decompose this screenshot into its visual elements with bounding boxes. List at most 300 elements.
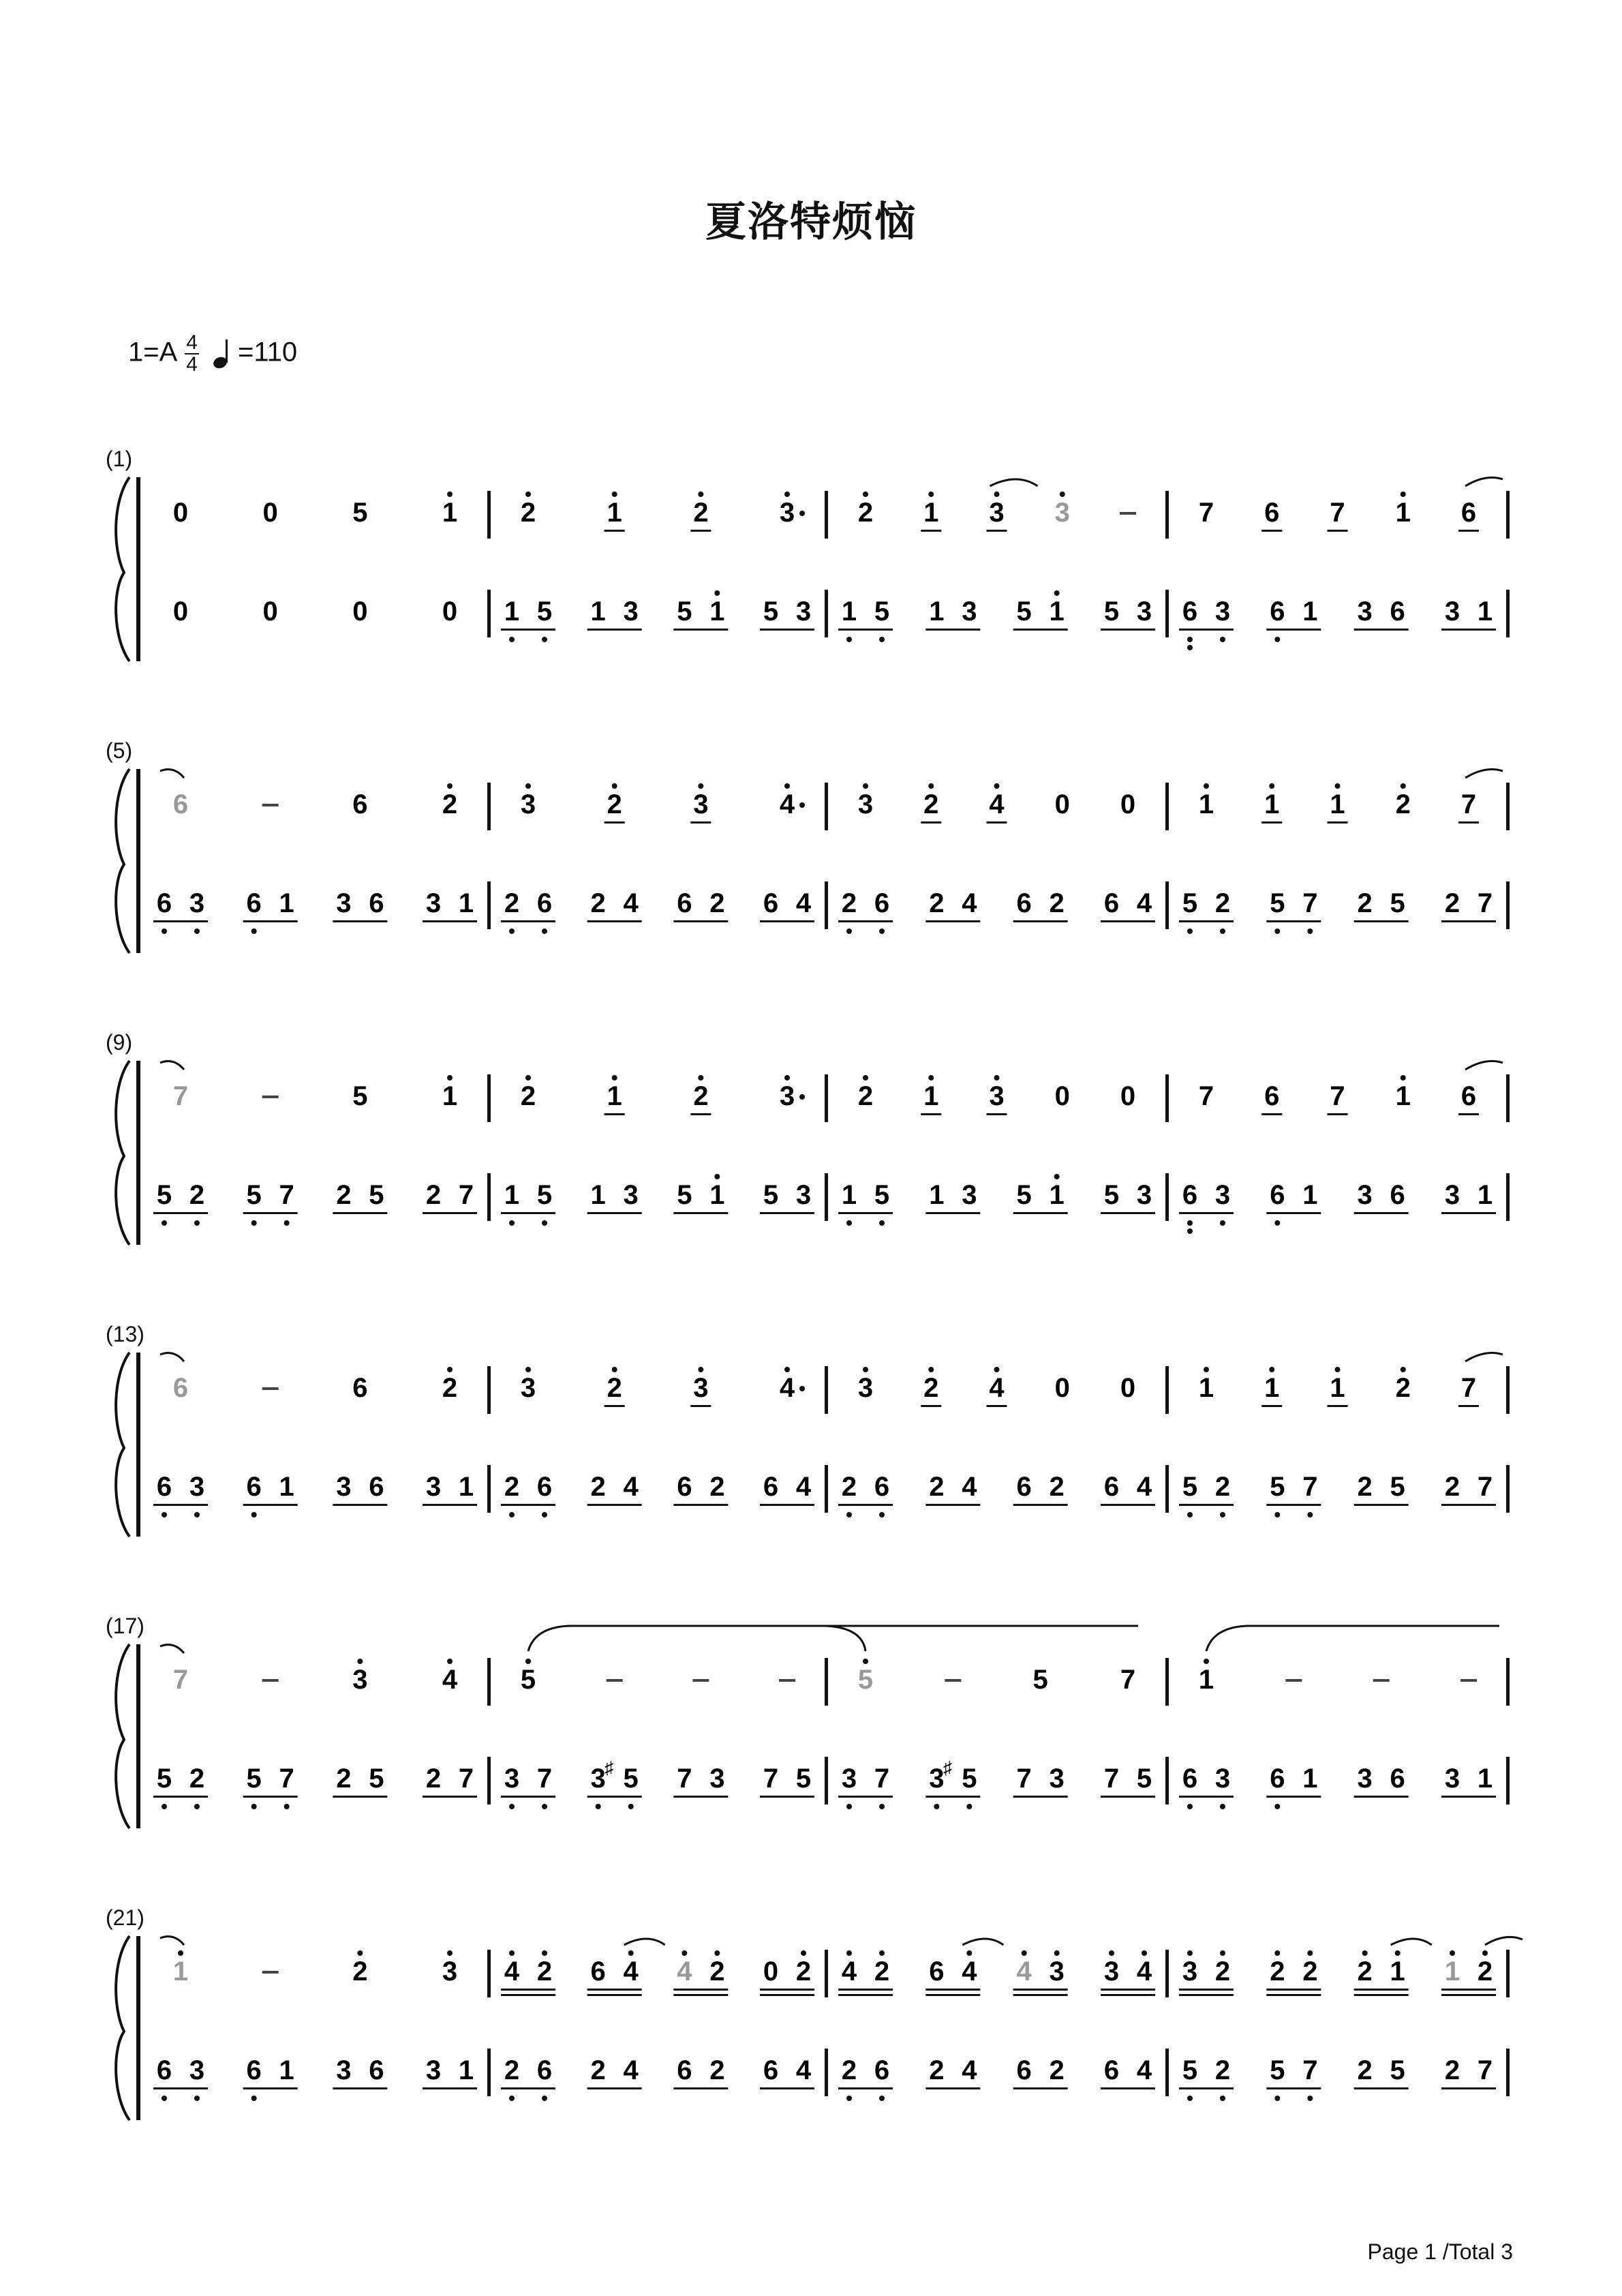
barline <box>1165 1658 1169 1706</box>
beam-line <box>1266 1994 1321 1996</box>
barline <box>825 1658 828 1706</box>
high-octave-dot <box>966 1950 972 1956</box>
slur-arc <box>825 1626 866 1651</box>
note-digit: 3 <box>1357 1180 1373 1210</box>
note-digit: 6 <box>246 2055 262 2085</box>
note-digit: 3 <box>1444 596 1460 626</box>
note-digit: 6 <box>1182 596 1198 626</box>
note-digit: 5 <box>156 1180 172 1210</box>
barline <box>487 1658 491 1706</box>
low-octave-dot <box>846 637 852 642</box>
note-digit: 5 <box>1390 1472 1405 1502</box>
note-digit: 6 <box>677 888 692 918</box>
low-octave-dot <box>542 928 547 934</box>
beam-line <box>673 920 728 922</box>
high-octave-dot <box>447 783 453 789</box>
low-octave-dot <box>1220 1220 1225 1226</box>
low-octave-dot <box>1187 1804 1193 1809</box>
low-octave-dot <box>846 1512 852 1517</box>
note-digit: 3 <box>189 888 205 918</box>
note-digit: 2 <box>607 789 622 819</box>
note-digit: 5 <box>1390 888 1405 918</box>
note-digit: 7 <box>1460 789 1477 819</box>
barline <box>1165 1173 1169 1221</box>
low-octave-dot <box>1187 637 1193 642</box>
beam-line <box>1179 629 1234 631</box>
note-digit: 3 <box>779 1081 795 1111</box>
note-digit: 6 <box>874 888 890 918</box>
note-digit: 5 <box>1270 1472 1285 1502</box>
note-digit: 5 <box>536 1180 553 1210</box>
note-digit: 6 <box>590 1957 606 1987</box>
note-digit: 1 <box>458 888 474 918</box>
beam-line <box>925 1994 980 1996</box>
note-digit: 4 <box>779 789 795 819</box>
note-digit: 1 <box>841 1180 857 1210</box>
note-digit: 2 <box>874 1957 890 1987</box>
note-digit: 2 <box>841 1472 857 1502</box>
beam-line <box>1354 920 1409 922</box>
note-digit: 7 <box>1103 1764 1120 1794</box>
beam-line <box>1101 1989 1155 1991</box>
note-digit: 1 <box>1198 1665 1214 1695</box>
note-digit: 6 <box>1390 1764 1405 1794</box>
barline <box>1165 1950 1169 1997</box>
high-octave-dot <box>447 1659 453 1664</box>
underline-eighth <box>1458 530 1479 532</box>
note-digit: 6 <box>156 888 172 918</box>
note-digit: 6 <box>1460 498 1477 528</box>
note-digit: 4 <box>623 888 639 918</box>
beam-line <box>587 2087 642 2089</box>
beam-line <box>153 1212 208 1214</box>
note-digit: 3 <box>962 596 977 626</box>
beam-line <box>1441 1504 1496 1506</box>
note-digit: 1 <box>607 1081 622 1111</box>
barline <box>1165 1366 1169 1414</box>
high-octave-dot <box>525 1075 531 1081</box>
note-digit: 3 <box>693 1373 709 1403</box>
barline <box>825 1173 828 1221</box>
slur-arc <box>1206 1626 1499 1651</box>
barline <box>1506 1074 1510 1122</box>
beam-line <box>587 920 642 922</box>
beam-line <box>838 1504 893 1506</box>
note-digit: 2 <box>693 1081 709 1111</box>
note-digit: 1 <box>1198 789 1214 819</box>
system-number: (9) <box>106 1030 133 1055</box>
note-digit: 6 <box>369 2055 384 2085</box>
beam-line <box>1266 1504 1321 1506</box>
note-digit: 7 <box>1120 1665 1136 1695</box>
high-octave-dot <box>1022 1950 1027 1956</box>
tie-arc <box>160 1353 184 1361</box>
barline <box>1165 590 1169 637</box>
underline-eighth <box>1328 1113 1348 1115</box>
underline-eighth <box>921 821 941 824</box>
note-digit: 1 <box>1477 1180 1493 1210</box>
high-octave-dot <box>447 1075 453 1081</box>
beam-line <box>1441 629 1496 631</box>
note-digit: 1 <box>442 1081 458 1111</box>
barline <box>487 1757 491 1804</box>
dash-sustain <box>262 1387 279 1390</box>
note-digit: 6 <box>156 1472 172 1502</box>
beam-line <box>925 920 980 922</box>
note-digit: 0 <box>1120 1081 1136 1111</box>
note-digit: 4 <box>795 2055 812 2085</box>
beam-line <box>1354 1994 1409 1996</box>
beam-line <box>838 629 893 631</box>
note-digit: 6 <box>1103 1472 1120 1502</box>
note-digit: 6 <box>929 1957 945 1987</box>
low-octave-dot <box>542 1512 547 1517</box>
high-octave-dot <box>698 492 703 497</box>
high-octave-dot <box>714 590 720 596</box>
note-digit: 6 <box>1182 1180 1198 1210</box>
high-octave-dot <box>1401 1367 1406 1372</box>
beam-line <box>760 1212 814 1214</box>
barline <box>1506 881 1510 929</box>
note-digit: 7 <box>1016 1764 1032 1794</box>
note-digit: 4 <box>962 888 977 918</box>
system-number: (5) <box>106 738 133 763</box>
barline <box>487 1074 491 1122</box>
high-octave-dot <box>784 492 790 497</box>
high-octave-dot <box>1204 783 1209 789</box>
note-digit: 6 <box>369 888 384 918</box>
dash-sustain <box>607 1679 623 1682</box>
low-octave-dot <box>1187 928 1193 934</box>
note-digit: 3 <box>189 2055 205 2085</box>
beam-line <box>423 1796 477 1798</box>
note-digit: 3 <box>1444 1180 1460 1210</box>
beam-line <box>838 1796 893 1798</box>
note-digit: 2 <box>1302 1957 1318 1987</box>
note-digit: 4 <box>504 1957 520 1987</box>
note-digit: 1 <box>923 498 939 528</box>
beam-line <box>925 1212 980 1214</box>
beam-line <box>1013 1994 1068 1996</box>
note-digit: 6 <box>352 789 368 819</box>
note-digit: 1 <box>590 1180 606 1210</box>
note-digit: 7 <box>279 1764 294 1794</box>
beam-line <box>1013 1989 1068 1991</box>
high-octave-dot <box>357 1950 363 1956</box>
note-digit: 5 <box>677 596 692 626</box>
beam-line <box>333 1796 387 1798</box>
low-octave-dot <box>966 1804 972 1809</box>
note-digit: 6 <box>172 1373 189 1403</box>
note-digit: 1 <box>1477 596 1493 626</box>
note-digit: 2 <box>520 498 536 528</box>
underline-eighth <box>1261 530 1282 532</box>
barline <box>1506 2049 1510 2096</box>
low-octave-dot <box>542 2096 547 2101</box>
note-digit: 6 <box>246 1472 262 1502</box>
brace-icon <box>116 769 129 953</box>
high-octave-dot <box>178 1950 183 1956</box>
barline <box>825 881 828 929</box>
note-digit: 6 <box>156 2055 172 2085</box>
note-digit: 3 <box>336 2055 352 2085</box>
low-octave-dot <box>1274 1512 1280 1517</box>
dash-sustain <box>262 1971 279 1974</box>
tie-arc <box>1465 770 1503 778</box>
beam-line <box>1266 1212 1321 1214</box>
dash-sustain <box>1373 1679 1390 1682</box>
beam-line <box>333 1504 387 1506</box>
note-digit: 4 <box>962 1957 977 1987</box>
note-digit: 4 <box>1136 888 1152 918</box>
low-octave-dot <box>1220 1804 1225 1809</box>
high-octave-dot <box>1269 1367 1274 1372</box>
note-digit: 5 <box>156 1764 172 1794</box>
high-octave-dot <box>612 492 617 497</box>
note-digit: 2 <box>189 1180 205 1210</box>
note-digit: 0 <box>172 596 189 626</box>
note-digit: 2 <box>841 2055 857 2085</box>
note-digit: 2 <box>709 1957 725 1987</box>
note-digit: 0 <box>262 596 278 626</box>
beam-line <box>838 2087 893 2089</box>
beam-line <box>153 1796 208 1798</box>
low-octave-dot <box>846 928 852 934</box>
note-digit: 1 <box>1330 1373 1345 1403</box>
note-digit: 5 <box>1103 596 1120 626</box>
beam-line <box>243 1796 298 1798</box>
barline <box>1506 491 1510 539</box>
tie-arc <box>1465 478 1503 486</box>
note-digit: 1 <box>1477 1764 1493 1794</box>
note-digit: 7 <box>1477 1472 1493 1502</box>
beam-line <box>243 1212 298 1214</box>
note-digit: 2 <box>1214 1472 1231 1502</box>
low-octave-dot <box>251 2096 257 2101</box>
tie-arc <box>990 479 1038 486</box>
barline <box>1165 1757 1169 1804</box>
beam-line <box>333 1212 387 1214</box>
beam-line <box>1013 1504 1068 1506</box>
beam-line <box>153 920 208 922</box>
note-digit: 7 <box>677 1764 692 1794</box>
note-digit: 6 <box>1182 1764 1198 1794</box>
note-digit: 3 <box>1049 1957 1065 1987</box>
note-digit: 1 <box>279 1472 294 1502</box>
beam-line <box>925 629 980 631</box>
high-octave-dot <box>863 1367 868 1372</box>
underline-eighth <box>1458 821 1479 824</box>
barline <box>825 1366 828 1414</box>
note-digit: 3 <box>352 1665 368 1695</box>
barline <box>1506 1658 1510 1706</box>
high-octave-dot <box>928 1367 934 1372</box>
note-digit: 5 <box>1270 888 1285 918</box>
note-digit: 3 <box>520 1373 536 1403</box>
low-octave-dot <box>251 1512 257 1517</box>
note-digit: 5 <box>1182 888 1198 918</box>
beam-line <box>673 1504 728 1506</box>
tie-arc <box>160 1061 184 1070</box>
tie-arc <box>1465 1353 1503 1361</box>
low-octave-dot <box>509 1804 515 1809</box>
note-digit: 5 <box>1270 2055 1285 2085</box>
low-octave-dot <box>1274 1220 1280 1226</box>
beam-line <box>760 2087 814 2089</box>
note-digit: 1 <box>1390 1957 1405 1987</box>
beam-line <box>1101 1504 1155 1506</box>
barline <box>1165 1074 1169 1122</box>
system-bar <box>136 1061 140 1245</box>
beam-line <box>1441 1994 1496 1996</box>
underline-eighth <box>605 1405 625 1407</box>
note-digit: 5 <box>874 596 890 626</box>
low-octave-dot <box>162 928 167 934</box>
beam-line <box>1179 1796 1234 1798</box>
low-octave-dot <box>879 1512 885 1517</box>
note-digit: 1 <box>1302 1764 1318 1794</box>
system-number: (1) <box>106 447 133 471</box>
note-digit: 3 <box>779 498 795 528</box>
note-digit: 6 <box>1390 596 1405 626</box>
note-digit: 5 <box>369 1180 384 1210</box>
score-title: 夏洛特烦恼 <box>705 198 917 246</box>
high-octave-dot <box>1401 783 1406 789</box>
note-digit: 3 <box>1214 596 1231 626</box>
note-digit: 6 <box>1460 1081 1477 1111</box>
beam-line <box>333 2087 387 2089</box>
high-octave-dot <box>525 1659 531 1664</box>
high-octave-dot <box>1401 492 1406 497</box>
time-signature-denominator: 4 <box>186 353 198 376</box>
note-digit: 2 <box>590 2055 606 2085</box>
underline-eighth <box>690 1113 711 1115</box>
note-digit: 3 <box>1214 1764 1231 1794</box>
note-digit: 1 <box>1395 498 1411 528</box>
note-digit: 5 <box>677 1180 692 1210</box>
note-digit: 1 <box>841 596 857 626</box>
beam-line <box>1179 920 1234 922</box>
note-digit: 5 <box>1032 1665 1048 1695</box>
note-digit: 2 <box>1049 2055 1065 2085</box>
note-digit: 3 <box>1103 1957 1120 1987</box>
high-octave-dot <box>509 1950 515 1956</box>
augmentation-dot <box>799 802 805 808</box>
beam-line <box>1354 629 1409 631</box>
note-digit: 3 <box>1357 1764 1373 1794</box>
note-digit: 6 <box>763 888 779 918</box>
note-digit: 1 <box>1198 1373 1214 1403</box>
note-digit: 7 <box>279 1180 294 1210</box>
note-digit: 6 <box>536 1472 553 1502</box>
high-octave-dot <box>994 492 1000 497</box>
underline-eighth <box>1458 1405 1479 1407</box>
note-digit: 3 <box>857 789 874 819</box>
beam-line <box>153 1504 208 1506</box>
low-octave-dot <box>194 2096 200 2101</box>
high-octave-dot <box>801 1950 806 1956</box>
beam-line <box>423 1212 477 1214</box>
high-octave-dot <box>698 1367 703 1372</box>
note-digit: 5 <box>1182 2055 1198 2085</box>
note-digit: 6 <box>536 888 553 918</box>
dash-sustain <box>692 1679 709 1682</box>
note-digit: 6 <box>677 1472 692 1502</box>
beam-line <box>1101 629 1155 631</box>
note-digit: 5 <box>520 1665 536 1695</box>
tempo-marking: =110 <box>238 337 298 367</box>
underline-eighth <box>1328 1405 1348 1407</box>
note-digit: 4 <box>841 1957 857 1987</box>
note-digit: 5 <box>536 596 553 626</box>
system-bar <box>136 1353 140 1537</box>
low-octave-dot <box>194 928 200 934</box>
beam-line <box>1013 920 1068 922</box>
beam-line <box>243 920 298 922</box>
note-digit: 7 <box>172 1081 189 1111</box>
low-octave-dot <box>194 1220 200 1226</box>
high-octave-dot <box>612 1075 617 1081</box>
high-octave-dot <box>863 1075 868 1081</box>
beam-line <box>587 1796 642 1798</box>
high-octave-dot <box>928 492 934 497</box>
underline-eighth <box>1328 530 1348 532</box>
augmentation-dot <box>799 1386 805 1391</box>
note-digit: 3 <box>425 1472 442 1502</box>
high-octave-dot <box>447 1950 453 1956</box>
beam-line <box>760 1989 814 1991</box>
tie-arc <box>160 1645 184 1653</box>
beam-line <box>838 920 893 922</box>
barline <box>1165 2049 1169 2096</box>
high-octave-dot <box>863 1659 868 1664</box>
note-digit: 0 <box>352 596 368 626</box>
beam-line <box>1266 1989 1321 1991</box>
note-digit: 7 <box>763 1764 779 1794</box>
low-octave-dot <box>284 1220 290 1226</box>
note-digit: 1 <box>504 1180 520 1210</box>
high-octave-dot <box>863 783 868 789</box>
note-digit: 2 <box>1214 888 1231 918</box>
note-digit: 1 <box>923 1081 939 1111</box>
beam-line <box>423 920 477 922</box>
note-digit: 2 <box>352 1957 368 1987</box>
low-octave-dot <box>1307 2096 1313 2101</box>
note-digit: 3 <box>425 888 442 918</box>
low-octave-dot <box>1187 645 1193 650</box>
note-digit: 3 <box>1136 596 1152 626</box>
underline-eighth <box>690 530 711 532</box>
beam-line <box>1013 2087 1068 2089</box>
beam-line <box>1013 629 1068 631</box>
beam-line <box>501 2087 555 2089</box>
high-octave-dot <box>1220 1950 1225 1956</box>
note-digit: 1 <box>1049 596 1065 626</box>
note-digit: 3 <box>1182 1957 1198 1987</box>
low-octave-dot <box>194 1512 200 1517</box>
note-digit: 1 <box>1049 1180 1065 1210</box>
high-octave-dot <box>1054 1174 1060 1179</box>
note-digit: 4 <box>1136 1957 1152 1987</box>
high-octave-dot <box>1060 492 1065 497</box>
low-octave-dot <box>1220 928 1225 934</box>
note-digit: 1 <box>929 1180 945 1210</box>
note-digit: 6 <box>874 2055 890 2085</box>
high-octave-dot <box>628 1950 634 1956</box>
low-octave-dot <box>162 2096 167 2101</box>
note-digit: 1 <box>442 498 458 528</box>
barline <box>487 1366 491 1414</box>
